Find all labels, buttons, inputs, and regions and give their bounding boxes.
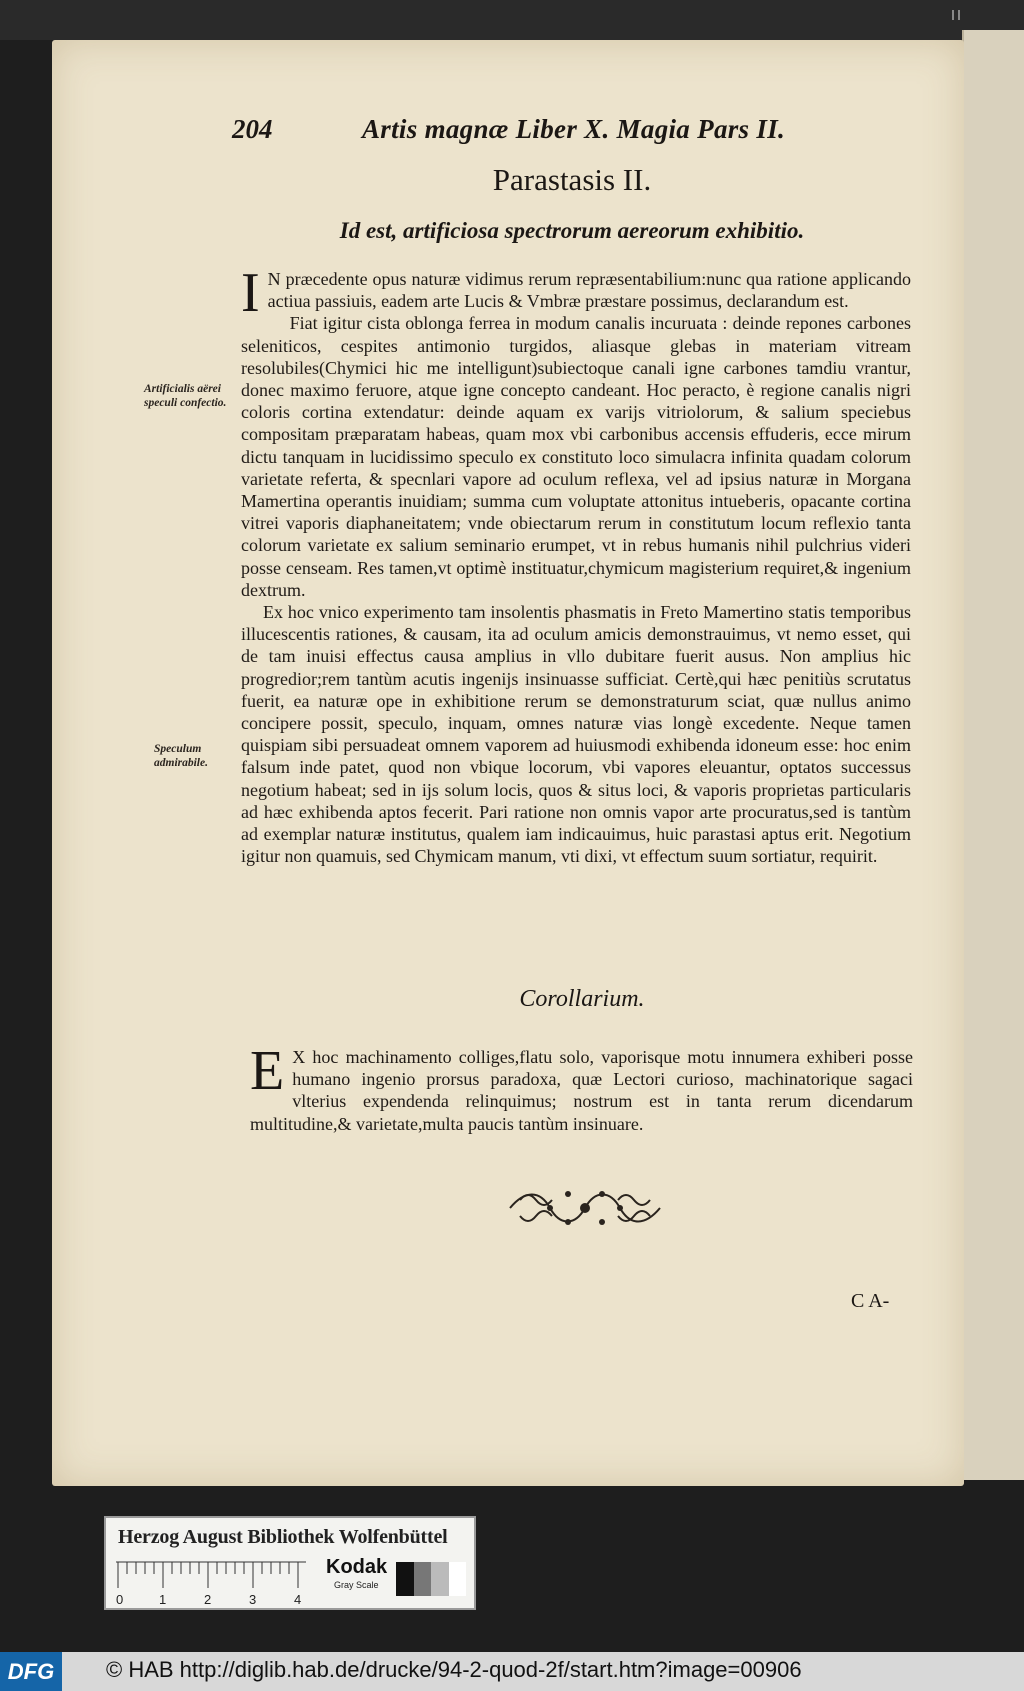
drop-cap: I (241, 262, 260, 324)
gray-scale-patches (396, 1562, 466, 1596)
paragraph: Fiat igitur cista oblonga ferrea in modum canalis incuruata : deinde repones carbones seleniticos, cespites antimonio turgidos, aliasque glebas in materiam vitream resolubiles(Chymici hic me intelligunt)subiectoque canali igne carbones tamdiu vrantur, donec maximo feruore, atque igne concepto candeant. Hoc peracto, è regione canalis nigri coloris cortina extendatur: deinde aquam ex varijs vitriolorum, & salium speciebus compositam præparatam habeas, quam mox vbi carbonibus accensis effuderis, ecce mirum dictu tanquam in lucidissimo speculo ex constituto loco simulacra infinita quadam colorum varietate referta, & specnlari vapore ad oculum reflexa, vel ad ipsius naturæ in Morgana Mamertina operantis inuidiam; summa cum voluptate attonitus intueberis, opacante cortina vitrei vaporis diaphaneitatem; vnde obiectarum rerum in constitutum locum reflexio tanta colorum varietate ex salium seminario erumpet, vt in rebus humanis nihil pulchrius videri posse censeam. Res tamen,vt optimè instituatur,chymicum magisterium requiret,& ingenium dextrum. (241, 313, 911, 600)
dfg-logo: DFG (0, 1652, 62, 1691)
page-number: 204 (232, 114, 273, 144)
paragraph-text: X hoc machinamento colliges,flatu solo, vaporisque motu innumera exhiberi posse humano ingenio prorsus paradoxa, quæ Lectori curioso, machinatorique sagaci vlterius expendenda relinquimus; nostrum est in tanta rerum dicendarum multitudine,& varietate,multa paucis tantùm insinuare. (250, 1047, 913, 1134)
adjacent-page-edge (962, 30, 1024, 1480)
section-subheading: Id est, artificiosa spectrorum aereorum exhibitio. (339, 218, 805, 243)
corollary-heading: Corollarium. (519, 986, 645, 1012)
body-text (241, 262, 911, 867)
gray-scale-label: Gray Scale (334, 1580, 379, 1590)
kodak-logo: Kodak (326, 1556, 388, 1578)
marginal-note: Artificialis aërei speculi confectio. (144, 383, 227, 409)
footer-bar (0, 1652, 1024, 1691)
ruler-label: 3 (249, 1592, 257, 1607)
corollary-text (250, 1040, 913, 1135)
scan-tick-marks (950, 8, 964, 22)
library-name: Herzog August Bibliothek Wolfenbüttel (118, 1526, 448, 1548)
paragraph (241, 262, 911, 324)
source-url[interactable]: © HAB http://diglib.hab.de/drucke/94-2-quod-2f/start.htm?image=00906 (106, 1657, 802, 1682)
ruler-label: 1 (159, 1592, 167, 1607)
paragraph: Ex hoc vnico experimento tam insolentis phasmatis in Freto Mamertino statis temporibus illucescentis rationes, & causam, ita ad oculum amicis demonstrauimus, vt nemo esset, qui de tam inuisi effectus causa amplius in vllo dubitare fuerit ausus. Non amplius hic progredior;rem tantùm acutis ingenijs insinuasse sufficiat. Certè,qui hæc penitiùs scrutatus fuerit, ea naturæ ope in exhibitione rerum se demonstraturum sciat, quæ nullus animo concipere possit, speculo, inquam, omnes naturæ vias longè excedente. Neque tamen quispiam sibi persuadeat omnem vaporem ad huiusmodi exhibenda idoneum esse: hoc enim falsum inde patet, quod non vbique locorum, vbi vapores eleuantur, optatos successus negotium habeat; sed in ijs solum locis, quos & situs loci, & vaporis proprietas particularis ad hæc exhibenda aptos fecerit. Pari ratione non omnis vapor arte procuratus,sed is tantùm ad exemplar naturæ institutus, qualem iam indicauimus, huic parastasi aptus erit. Negotium igitur non quamuis, sed Chymicam manum, vti dixi, vt effectum suum sortiatur, requirit. (241, 602, 911, 867)
ruler-label: 0 (116, 1592, 124, 1607)
paragraph-text: N præcedente opus naturæ vidimus rerum repræsentabilium:nunc qua ratione applicando actiua passiuis, eadem arte Lucis & Vmbræ præstare possimus, declarandum est. (267, 269, 911, 312)
catchword: C A- (851, 1290, 890, 1312)
printers-ornament (500, 1180, 670, 1236)
running-title: Artis magnæ Liber X. Magia Pars II. (362, 114, 786, 144)
scan-background-top (0, 0, 1024, 40)
section-heading: Parastasis II. (492, 162, 652, 197)
drop-cap: E (250, 1040, 285, 1102)
color-calibration-target (104, 1516, 476, 1610)
ruler-label: 2 (204, 1592, 212, 1607)
paragraph (250, 1040, 913, 1135)
marginal-note: Speculum admirabile. (154, 743, 208, 769)
ruler-label: 4 (294, 1592, 302, 1607)
